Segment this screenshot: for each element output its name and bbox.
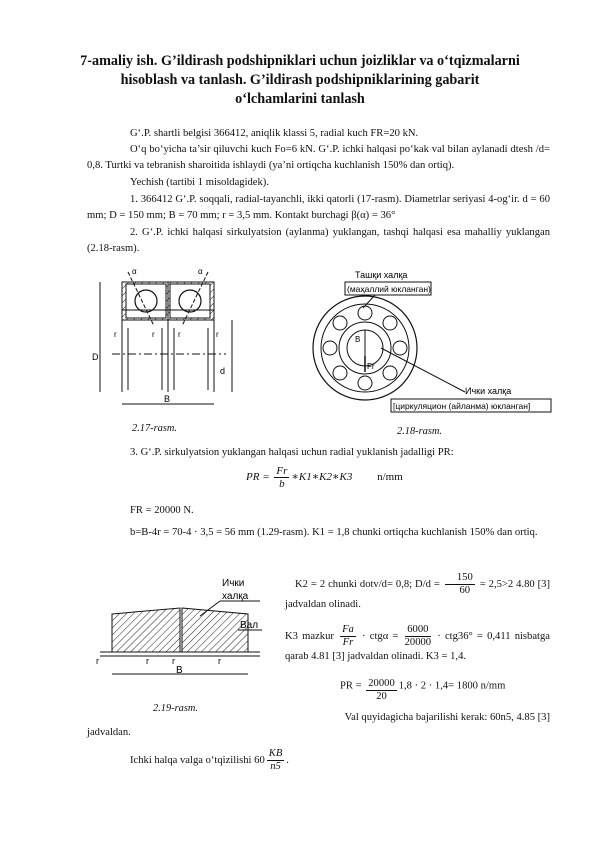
r-label-d: r (218, 656, 221, 666)
figure-caption-217: 2.17-rasm. (132, 423, 178, 434)
B-label-18: B (355, 335, 361, 344)
page-title: 7-amaliy ish. G’ildirash podshipniklari uchun joizliklar va o‘tqizmalarni hisoblash va tanlash. G’ildirash podshipniklarining gabarit o‘lchamlarini tanlash (80, 53, 520, 107)
r-label-b: r (146, 656, 149, 666)
paragraph-step3: 3. G‘.P. sirkulyatsion yuklangan halqasi uchun radial yuklanish jadalligi PR: (130, 447, 454, 458)
figure-caption-219: 2.19-rasm. (153, 703, 199, 714)
outer-load-label: (маҳаллий юкланган) (347, 284, 431, 294)
B-label-19: B (176, 665, 183, 676)
paragraph-axial-force: O‘q bo‘yicha ta’sir qiluvchi kuch Fo=6 kN. G‘.P. ichki halqasi po‘kak val bilan aylanadi dtesh /d= 0,8. Turtki va tebranish sharoitida ishlaydi (ya’ni ortiqcha kuchlanish 150% dan ortiq). (87, 144, 550, 171)
inner-ring-label-1: Ички (222, 578, 245, 589)
fit-end: . (286, 754, 289, 766)
figure-caption-218: 2.18-rasm. (397, 426, 443, 437)
r-label-4: r (216, 330, 219, 339)
paragraph-table: jadvaldan. (87, 727, 131, 738)
inner-ring-label: Ички халқа (465, 386, 512, 396)
formula-rest: ∗K1∗K2∗K3 (291, 471, 353, 484)
r-label-3: r (178, 330, 181, 339)
pr-den: 20 (376, 691, 387, 702)
pr-lhs: PR = (340, 680, 362, 692)
inner-ring-label-2: халқа (222, 591, 249, 602)
fit-text: Ichki halqa valga o‘tqizilishi 60 (130, 754, 265, 766)
r-label-1: r (114, 330, 117, 339)
formula-den: b (279, 478, 285, 490)
formula-pr: PR = $\frac{Fr}{b}$ ∗K1∗K2∗K3 n/mm (246, 465, 403, 490)
pr-num: 20000 (368, 678, 395, 689)
paragraph-solution: Yechish (tartibi 1 misoldagidek). (130, 177, 269, 188)
formula-lhs: PR (246, 471, 260, 484)
alpha-label-right: α (198, 267, 203, 276)
k2-num: 150 (445, 572, 475, 585)
k3-num2: 6000 (405, 624, 431, 637)
k3-den2: 20000 (404, 637, 432, 648)
bearing-load-figure (305, 268, 555, 418)
k3-den1: Fr (342, 637, 354, 648)
paragraph-fit (130, 748, 289, 773)
k2-text2: = 2,5>2 4.80 [3] jadvaldan olinadi. (285, 578, 550, 610)
alpha-label-left: α (132, 267, 137, 276)
Fr-label: Fr (367, 362, 375, 371)
k2-text1: K2 = 2 chunki dotv/d= 0,8; D/d = (295, 578, 440, 590)
paragraph-step1: 1. 366412 G‘.P. soqqali, radial-tayanchli, ikki qatorli (17-rasm). Diametrlar seriyasi 4-og‘ir. d = 60 mm; D = 150 mm; B = 70 mm; r = 3,5 mm. Kontakt burchagi β(α) = 36° (87, 194, 550, 221)
shaft-label: Вал (240, 620, 259, 631)
k3-mid: · ctgα = (362, 630, 399, 642)
paragraph-k2 (285, 572, 550, 613)
paragraph-shaft: Val quyidagicha bajarilishi kerak: 60n5, 4.85 [3] (344, 712, 550, 723)
formula-num: Fr (276, 465, 288, 477)
r-label-2: r (152, 330, 155, 339)
r-label-a: r (96, 656, 99, 666)
k3-text1: K3 mazkur (285, 630, 334, 642)
D-label: D (92, 352, 99, 362)
k3-text2: · ctg36° = 0,411 nisbatga qarab 4.81 [3] jadvaldan olinadi. K3 = 1,4. (285, 630, 550, 662)
k3-num1: Fa (342, 624, 354, 635)
pr-rest: 1,8 · 2 · 1,4= 1800 n/mm (398, 680, 506, 692)
paragraph-step2: 2. G‘.P. ichki halqasi sirkulyatsion (aylanma) yuklangan, tashqi halqasi esa mahalliy yuklangan (2.18-rasm). (87, 227, 550, 254)
outer-ring-label: Ташқи халқа (355, 270, 408, 280)
fit-num: KB (268, 748, 283, 759)
paragraph-b: b=B-4r = 70-4 · 3,5 = 56 mm (1.29-rasm). K1 = 1,8 chunki ortiqcha kuchlanish 150% dan ortiq. (130, 527, 538, 538)
d-label: d (220, 366, 226, 376)
r-label-c: r (172, 656, 175, 666)
bearing-section-figure (92, 262, 244, 412)
fit-den: n5 (270, 761, 281, 772)
shaft-ring-figure (90, 572, 270, 692)
paragraph-designation: G‘.P. shartli belgisi 366412, aniqlik klassi 5, radial kuch FR=20 kN. (130, 128, 419, 139)
paragraph-fr: FR = 20000 N. (130, 505, 194, 516)
formula-unit: n/mm (377, 471, 403, 484)
pr-result (340, 678, 506, 702)
B-label: B (164, 394, 171, 404)
k2-den: 60 (459, 585, 471, 596)
inner-load-label: [циркуляцион (айланма) юкланган] (393, 401, 531, 411)
paragraph-k3 (285, 624, 550, 665)
